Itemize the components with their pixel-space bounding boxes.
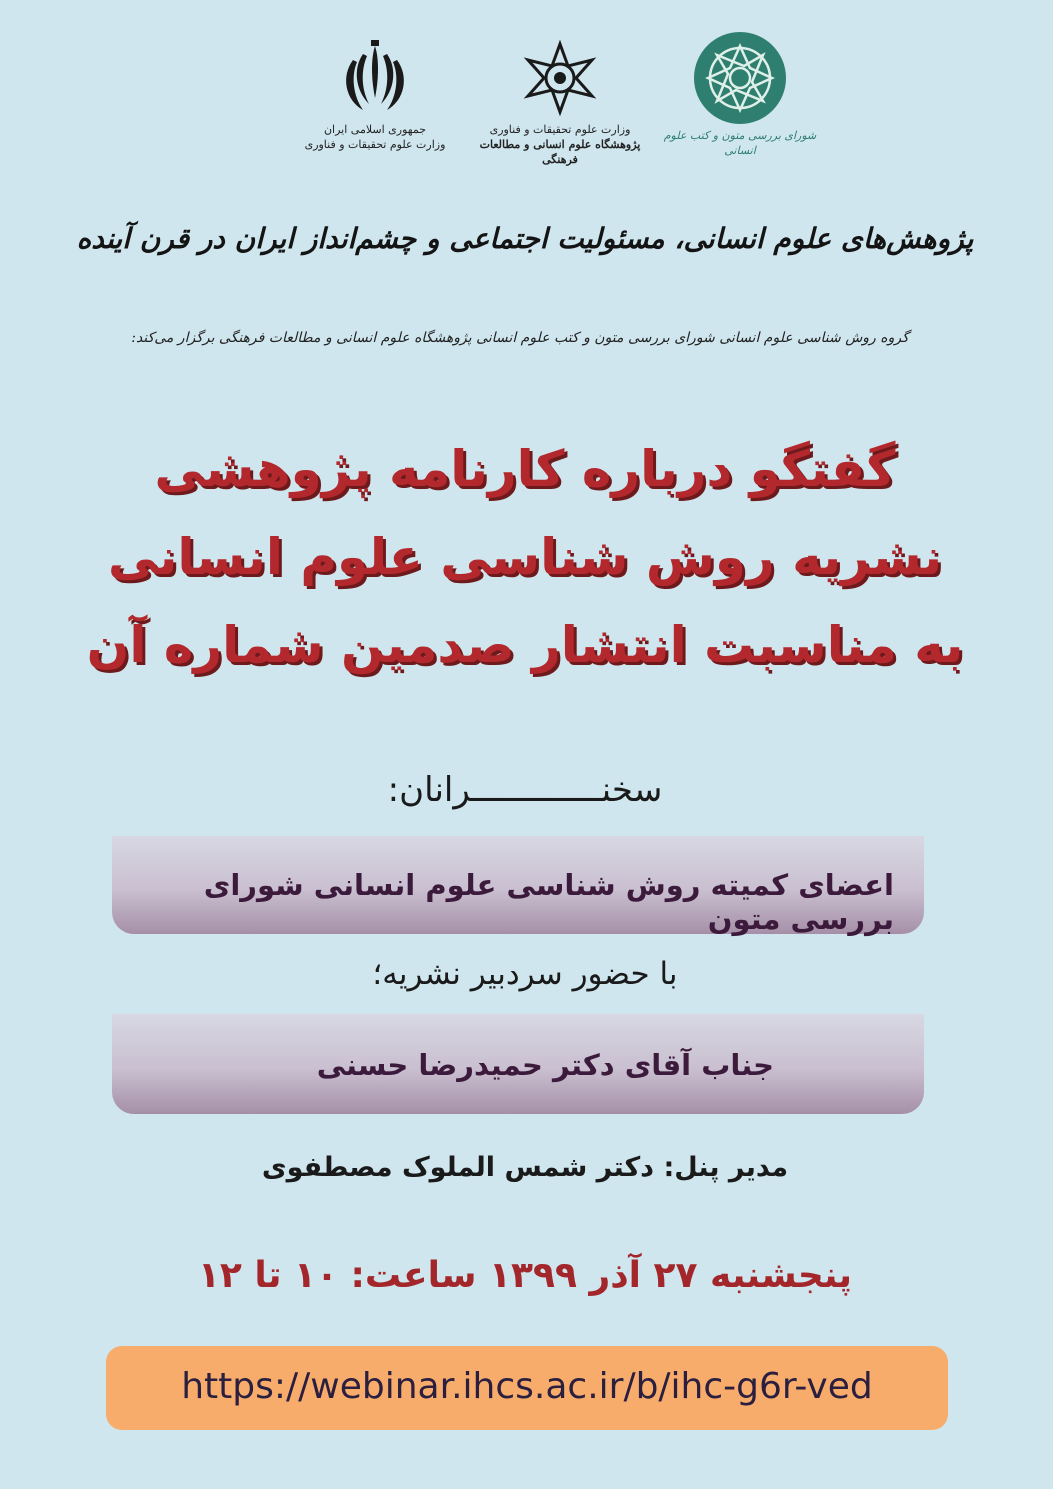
presence-value: جناب آقای دکتر حمیدرضا حسنی bbox=[316, 1048, 774, 1082]
event-datetime: پنجشنبه ۲۷ آذر ۱۳۹۹ ساعت: ۱۰ تا ۱۲ bbox=[197, 1255, 853, 1296]
council-caption: شورای بررسی متون و کتب علوم انسانی bbox=[663, 129, 817, 157]
headline-line-2: نشریه روش شناسی علوم انسانی bbox=[108, 528, 942, 586]
iran-caption-1: جمهوری اسلامی ایران bbox=[323, 123, 427, 136]
iran-emblem-icon bbox=[335, 38, 415, 118]
ihcs-logo bbox=[460, 38, 660, 167]
speakers-band bbox=[112, 836, 924, 934]
speakers-label: سخنـــــــــــــرانان: bbox=[387, 770, 663, 810]
council-rosette-icon bbox=[692, 30, 788, 126]
presence-label: با حضور سردبیر نشریه؛ bbox=[372, 956, 678, 992]
headline-line-1: گفتگو درباره کارنامه پژوهشی bbox=[154, 440, 896, 498]
speakers-value: اعضای کمیته روش شناسی علوم انسانی شورای بررسی متون bbox=[203, 868, 894, 936]
panel-moderator: مدیر پنل: دکتر شمس الملوک مصطفوی bbox=[261, 1152, 789, 1183]
ihcs-star-icon bbox=[520, 38, 600, 118]
webinar-link-box[interactable] bbox=[106, 1346, 948, 1430]
organizer-line: گروه روش شناسی علوم انسانی شورای بررسی متون و کتب علوم انسانی پژوهشگاه علوم انسانی و مطالعات فرهنگی برگزار می‌کند: bbox=[131, 330, 909, 346]
presence-band bbox=[112, 1014, 924, 1114]
ihcs-caption-2: پژوهشگاه علوم انسانی و مطالعات فرهنگی bbox=[479, 138, 641, 166]
series-title: پژوهش‌های علوم انسانی، مسئولیت اجتماعی و چشم‌انداز ایران در قرن آینده bbox=[76, 222, 974, 255]
iran-emblem-logo bbox=[300, 38, 450, 152]
webinar-url[interactable]: https://webinar.ihcs.ac.ir/b/ihc-g6r-ved bbox=[181, 1366, 873, 1407]
council-logo bbox=[660, 30, 820, 158]
iran-caption-2: وزارت علوم تحقیقات و فناوری bbox=[304, 138, 446, 151]
headline-line-3: به مناسبت انتشار صدمین شماره آن bbox=[86, 616, 964, 674]
ihcs-caption-1: وزارت علوم تحقیقات و فناوری bbox=[489, 123, 631, 136]
